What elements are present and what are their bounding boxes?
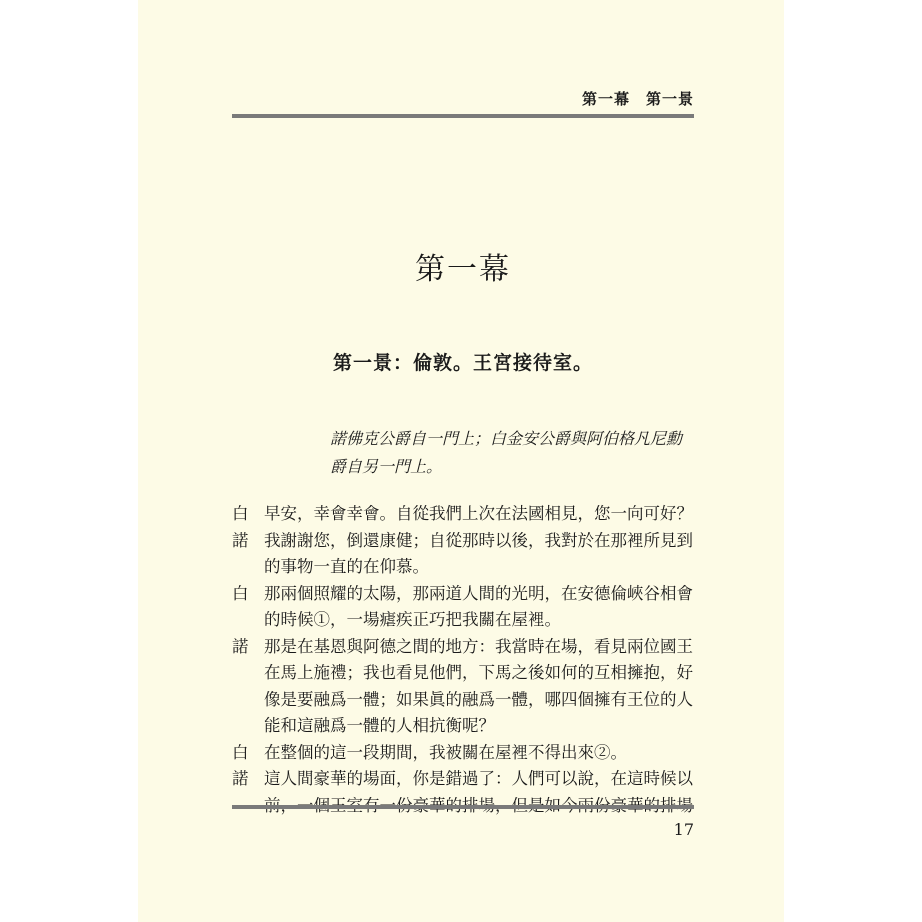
page-number: 17 <box>673 820 694 839</box>
dialogue-line <box>232 501 696 528</box>
running-head: 第一幕 第一景 <box>581 90 694 108</box>
scene-title: 第一景：倫敦。王宮接待室。 <box>332 352 593 374</box>
speech-text: 那兩個照耀的太陽，那兩道人間的光明，在安德倫峽谷相會的時候①，一場瘧疾正巧把我關在屋裡。 <box>264 583 693 629</box>
speaker-label: 諾 <box>232 636 249 656</box>
header-rule <box>232 114 694 118</box>
speaker-label: 白 <box>232 504 249 523</box>
speaker-label: 諾 <box>232 530 249 550</box>
dialogue-line <box>232 528 696 581</box>
dialogue-line <box>232 634 696 740</box>
speech-text: 這人間豪華的場面，你是錯過了：人們可以說，在這時候以 <box>264 769 693 788</box>
speech-text: 在整個的這一段期間，我被關在屋裡不得出來②。 <box>264 742 627 762</box>
speaker-label: 白 <box>232 742 249 762</box>
speaker-label: 白 <box>232 583 249 603</box>
speech-text: 早安，幸會幸會。自從我們上次在法國相見，您一向可好？ <box>264 504 693 523</box>
dialogue-line <box>232 766 696 819</box>
speech-text: 我謝謝您，倒還康健；自從那時以後，我對於在那裡所見到的事物一直的在仰慕。 <box>264 530 693 576</box>
stage-direction: 諾佛克公爵自一門上；白金安公爵與阿伯格凡尼勳爵自另一門上。 <box>330 429 683 476</box>
act-title: 第一幕 <box>415 252 511 287</box>
speech-text: 那是在基恩與阿德之間的地方：我當時在場，看見兩位國王在馬上施禮；我也看見他們，下馬之後如何的互相擁抱，好像是要融爲一體；如果眞的融爲一體，哪四個擁有王位的人能和這融爲一體的人相抗衡呢？ <box>264 636 693 735</box>
speaker-label: 諾 <box>232 769 249 788</box>
dialogue-line <box>232 740 696 767</box>
dialogue-block <box>232 501 696 819</box>
footer-rule <box>232 805 694 809</box>
dialogue-line <box>232 581 696 634</box>
